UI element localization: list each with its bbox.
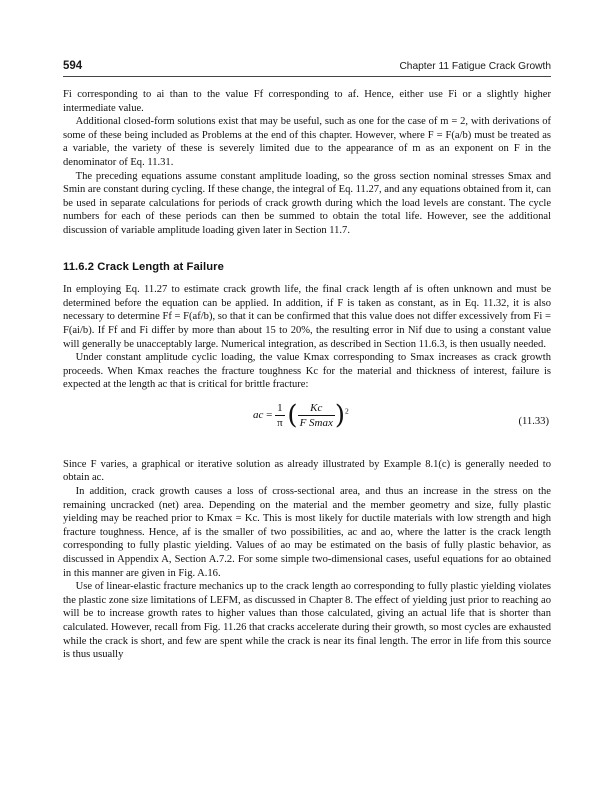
right-paren: ) [334, 400, 346, 431]
paragraph: Additional closed-form solutions exist that may be useful, such as one for the case of m = 2, with derivations of some of these being included as Problems at the end of this chapter. However, where F = F(a/b) must be treated as a variable, the variety of these is severely limited due to the appearance of m as an exponent on F in the denominator of Eq. 11.31. [63, 116, 551, 168]
paragraph: The preceding equations assume constant amplitude loading, so the gross section nominal stresses Smax and Smin are constant during cycling. If these change, the integral of Eq. 11.27, and any equations obtained from it, can be used in separate calculations for periods of crack growth during which the load levels are constant. The cycle numbers for each of these periods can then be summed to obtain the total life. However, see the additional discussion of variable amplitude loading given later in Section 11.7. [63, 170, 551, 236]
left-paren: ( [287, 400, 298, 431]
equation-lhs: ac [253, 408, 264, 421]
paragraph: Fi corresponding to ai than to the value Ff corresponding to af. Hence, either use Fi or a slightly higher intermediate value. [63, 89, 551, 114]
paragraph: Use of linear-elastic fracture mechanics up to the crack length ao corresponding to fully plastic yielding violates the plastic zone size limitations of LEFM, as discussed in Chapter 8. The effect of yielding just prior to reaching ao will be to increase growth rates to higher values than those calculated, giving an actual life that is shorter than calculated. However, recall from Fig. 11.26 that cracks accelerate during their growth, so most cycles are exhausted while the crack is short, and few are spent while the crack is near its final length. The error in life from this source is thus usually [63, 581, 551, 661]
paragraph: Since F varies, a graphical or iterative solution as already illustrated by Example 8.1(c) is generally needed to obtain ac. [63, 458, 551, 484]
section-heading: 11.6.2 Crack Length at Failure [63, 260, 224, 273]
running-head: Chapter 11 Fatigue Crack Growth [399, 61, 551, 72]
coefficient-denominator: π [277, 416, 283, 429]
equation-number: (11.33) [518, 415, 549, 427]
header-rule [63, 76, 551, 77]
equals-sign: = [266, 408, 273, 421]
fraction-denominator: F Smax [299, 416, 333, 429]
paragraph: Under constant amplitude cyclic loading, the value Kmax corresponding to Smax increases as crack growth proceeds. When Kmax reaches the fracture toughness Kc for the material and thickness of interest, failure is expected at the length ac that is critical for brittle fracture: [63, 352, 551, 391]
page-number: 594 [63, 60, 83, 72]
equation-body [253, 401, 349, 430]
body-text [63, 88, 551, 662]
coefficient-fraction [275, 401, 285, 430]
main-fraction [298, 401, 335, 430]
fraction-numerator: Kc [298, 401, 335, 416]
paragraph: In employing Eq. 11.27 to estimate crack growth life, the final crack length af is often unknown and must be determined before the equation can be applied. In addition, if F is taken as constant, as in Eq. 11.32, it is also necessary to determine Ff = F(af/b), so that it can be confirmed that this value does not differ excessively from Fi = F(ai/b). If Ff and Fi differ by more than about 15 to 20%, the resulting error in Nif due to using a constant value will generally be unacceptably large. Numerical integration, as described in Section 11.6.3, is then usually needed. [63, 284, 551, 350]
equation-11-33 [63, 398, 551, 448]
page-header [63, 58, 551, 76]
coefficient-numerator: 1 [275, 401, 285, 416]
paragraph: In addition, crack growth causes a loss of cross-sectional area, and thus an increase in the stress on the remaining uncracked (net) area. Depending on the material and the member geometry and size, fully plastic yielding may be reached prior to Kmax = Kc. This is most likely for ductile materials with low strength and high fracture toughness. Hence, af is the smaller of two possibilities, ac and ao, where the latter is the crack length corresponding to fully plastic yielding. Values of ao may be estimated on the basis of fully plastic behavior, as discussed in Appendix A, Section A.7.2. For some simple two-dimensional cases, useful equations for ao obtained in this manner are given in Fig. A.16. [63, 486, 551, 579]
exponent: 2 [345, 406, 349, 416]
